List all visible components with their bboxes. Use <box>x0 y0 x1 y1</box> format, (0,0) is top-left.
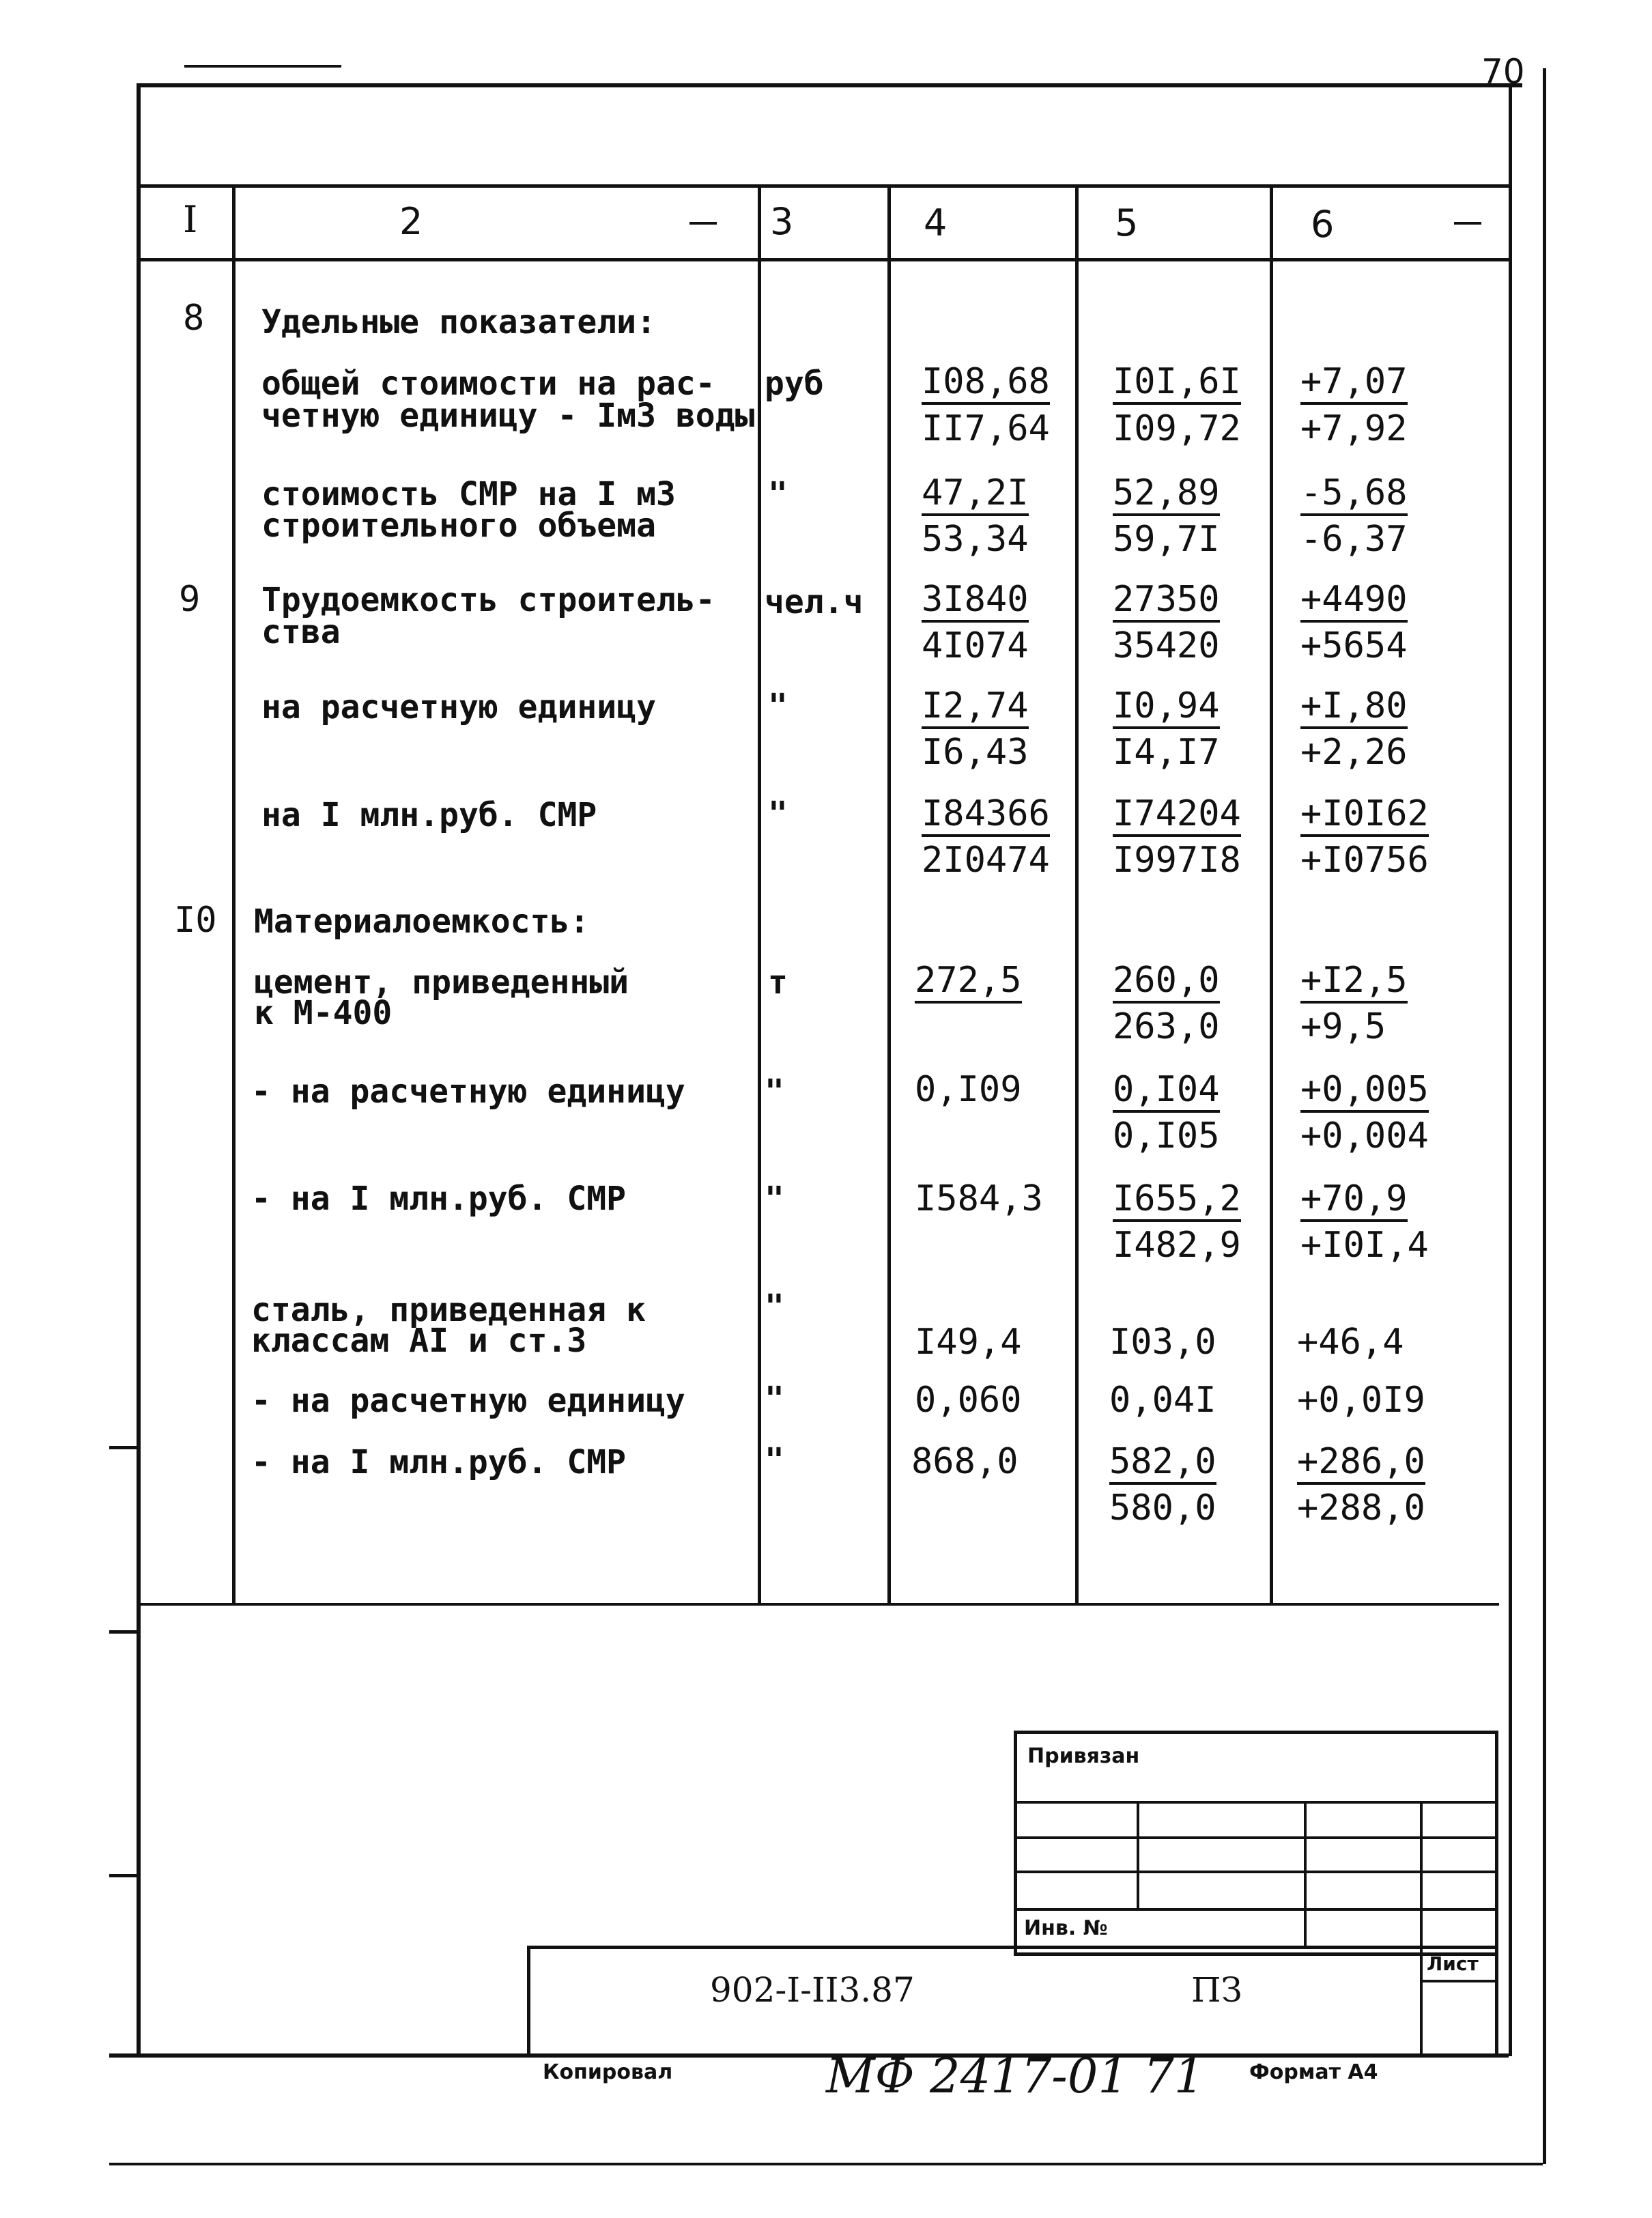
cell-c4: 3I840 <box>922 582 1029 623</box>
cell-c6b: +I0I,4 <box>1300 1225 1429 1266</box>
cell-c5: 260,0 <box>1113 963 1220 1004</box>
stamp-hline-2 <box>1014 1836 1495 1839</box>
cell-c6: +286,0 <box>1297 1444 1425 1485</box>
row-label: стоимость СМР на I мЗ <box>261 475 676 513</box>
cell-c4: 272,5 <box>915 963 1022 1004</box>
cell-c5: 27350 <box>1113 582 1220 623</box>
row-unit: " <box>768 475 788 513</box>
footer-copied: Копировал <box>543 2060 673 2084</box>
row-label-cont: ства <box>261 613 341 651</box>
stamp-sheet-hline <box>1420 1980 1495 1982</box>
cell-c6: +I2,5 <box>1300 963 1408 1004</box>
cell-c5: I03,0 <box>1109 1322 1216 1363</box>
stamp-hline-1 <box>1014 1801 1495 1804</box>
cell-c6b: +9,5 <box>1300 1006 1386 1047</box>
stamp-inv-no: Инв. № <box>1024 1916 1108 1940</box>
cell-c6b: +I0756 <box>1300 840 1429 881</box>
cell-c4b: II7,64 <box>922 408 1050 449</box>
top-dash <box>184 65 341 68</box>
stamp-vline-3 <box>1420 1801 1423 1948</box>
row-label: цемент, приведенный <box>254 963 629 1001</box>
cell-c4: 47,2I <box>922 475 1029 516</box>
row-unit: " <box>768 795 788 833</box>
row-label: Трудоемкость строитель- <box>261 581 715 619</box>
cell-c5: I655,2 <box>1113 1181 1241 1222</box>
row-label: - на расчетную единицу <box>251 1072 685 1111</box>
frame-top <box>137 83 1522 87</box>
col-sep-2 <box>758 184 761 1604</box>
frame-right-outer <box>1543 68 1546 2164</box>
row-label: на I млн.руб. СМР <box>261 796 597 834</box>
row-label: сталь, приведенная к <box>251 1291 646 1329</box>
stamp-privyazan-label: Привязан <box>1027 1744 1140 1768</box>
header-col-3: 3 <box>770 200 794 243</box>
cell-c6: +7,07 <box>1300 364 1408 405</box>
cell-c4: I49,4 <box>915 1322 1022 1363</box>
header-top-line <box>141 184 1509 188</box>
cell-c4: I584,3 <box>915 1178 1043 1219</box>
row-no: 9 <box>179 579 201 620</box>
cell-c4: I08,68 <box>922 364 1050 405</box>
cell-c5: I0,94 <box>1113 688 1220 729</box>
cell-c5: 52,89 <box>1113 475 1220 516</box>
cell-c5b: 0,I05 <box>1113 1115 1220 1156</box>
frame-left <box>137 83 141 2056</box>
cell-c5b: 35420 <box>1113 625 1220 666</box>
cell-c6: +70,9 <box>1300 1181 1408 1222</box>
header-bottom-line <box>141 258 1509 261</box>
cell-c6b: +288,0 <box>1297 1488 1425 1529</box>
cell-c5: 0,I04 <box>1113 1072 1220 1113</box>
stamp-sheet-label: Лист <box>1427 1952 1479 1975</box>
row-label: Материалоемкость: <box>254 902 590 941</box>
header-col-1: I <box>183 198 198 241</box>
header-col-4: 4 <box>924 201 948 244</box>
cell-c4b: 2I0474 <box>922 840 1050 881</box>
stamp-hline-3 <box>1014 1871 1495 1873</box>
cell-c5b: I482,9 <box>1113 1225 1241 1266</box>
cell-c5b: I997I8 <box>1113 840 1241 881</box>
cell-c4b: 53,34 <box>922 519 1029 560</box>
cell-c6: +I,80 <box>1300 688 1408 729</box>
stamp-vline-2 <box>1304 1801 1307 1948</box>
row-label: Удельные показатели: <box>261 303 656 341</box>
bottom-rule <box>109 2163 1543 2165</box>
col-sep-5 <box>1270 184 1273 1604</box>
col-sep-3 <box>887 184 891 1604</box>
page-number: 70 <box>1481 52 1525 91</box>
stamp-hline-4 <box>1014 1908 1495 1911</box>
col-sep-4 <box>1075 184 1079 1604</box>
margin-tick <box>109 1630 139 1634</box>
cell-c5: I74204 <box>1113 796 1241 837</box>
cell-c5: I0I,6I <box>1113 364 1241 405</box>
cell-c5b: I4,I7 <box>1113 732 1220 773</box>
row-no: I0 <box>174 900 217 941</box>
cell-c6b: +0,004 <box>1300 1115 1429 1156</box>
stamp-vline-1 <box>1137 1801 1139 1910</box>
cell-c6b: +2,26 <box>1300 732 1408 773</box>
row-label-cont: четную единицу - IмЗ воды <box>261 397 755 435</box>
cell-c4: I2,74 <box>922 688 1029 729</box>
header-col-6: 6 <box>1311 203 1335 246</box>
header-dash-6 <box>1454 222 1481 225</box>
cell-c5: 0,04I <box>1109 1380 1216 1421</box>
row-label-cont: строительного объема <box>261 507 656 545</box>
row-unit: " <box>765 1441 784 1479</box>
row-label-cont: к М-400 <box>254 994 393 1032</box>
header-col-2: 2 <box>399 200 423 243</box>
row-label: - на I млн.руб. СМР <box>251 1443 627 1481</box>
cell-c5b: 59,7I <box>1113 519 1220 560</box>
row-unit: чел.ч <box>765 583 864 621</box>
row-label: - на расчетную единицу <box>251 1382 685 1420</box>
row-unit: " <box>768 687 788 725</box>
footer-format: Формат А4 <box>1249 2060 1378 2084</box>
cell-c4: I84366 <box>922 796 1050 837</box>
row-unit: т <box>768 963 788 1001</box>
stamp-doc-code: 902-I-II3.87 <box>710 1970 915 2010</box>
row-unit: руб <box>765 365 824 403</box>
cell-c6: +0,005 <box>1300 1072 1429 1113</box>
row-unit: " <box>765 1072 784 1111</box>
stamp-sheet-sep <box>1420 1946 1423 2055</box>
cell-c6b: +5654 <box>1300 625 1408 666</box>
cell-c6b: +7,92 <box>1300 408 1408 449</box>
row-unit: " <box>765 1180 784 1218</box>
cell-c5b: I09,72 <box>1113 408 1241 449</box>
header-col-5: 5 <box>1115 201 1139 244</box>
row-unit: " <box>765 1380 784 1418</box>
cell-c6: +I0I62 <box>1300 796 1429 837</box>
cell-c6: +46,4 <box>1297 1322 1404 1363</box>
cell-c6: -5,68 <box>1300 475 1408 516</box>
cell-c6: +4490 <box>1300 582 1408 623</box>
margin-tick <box>109 1446 139 1449</box>
cell-c4: 0,060 <box>915 1380 1022 1421</box>
frame-right-inner <box>1509 83 1512 2056</box>
row-label: - на I млн.руб. СМР <box>251 1180 627 1218</box>
cell-c5: 582,0 <box>1109 1444 1216 1485</box>
row-label: на расчетную единицу <box>261 688 656 726</box>
cell-c6: +0,0I9 <box>1297 1380 1425 1421</box>
margin-tick <box>109 1874 139 1877</box>
table-bottom-line <box>141 1603 1499 1606</box>
row-unit: " <box>765 1288 784 1326</box>
footer-handwritten: МФ 2417-01 71 <box>826 2048 1205 2104</box>
header-dash-2 <box>689 222 717 225</box>
cell-c6b: -6,37 <box>1300 519 1408 560</box>
stamp-main-box <box>527 1946 1498 2057</box>
row-label-cont: классам AI и ст.3 <box>251 1322 587 1360</box>
row-no: 8 <box>183 298 205 339</box>
cell-c5b: 580,0 <box>1109 1488 1216 1529</box>
cell-c5b: 263,0 <box>1113 1006 1220 1047</box>
stamp-section: ПЗ <box>1191 1970 1242 2010</box>
cell-c4b: 4I074 <box>922 625 1029 666</box>
row-label: общей стоимости на рас- <box>261 365 715 403</box>
col-sep-1 <box>232 184 236 1604</box>
cell-c4: 868,0 <box>911 1441 1019 1482</box>
cell-c4b: I6,43 <box>922 732 1029 773</box>
cell-c4: 0,I09 <box>915 1069 1022 1110</box>
